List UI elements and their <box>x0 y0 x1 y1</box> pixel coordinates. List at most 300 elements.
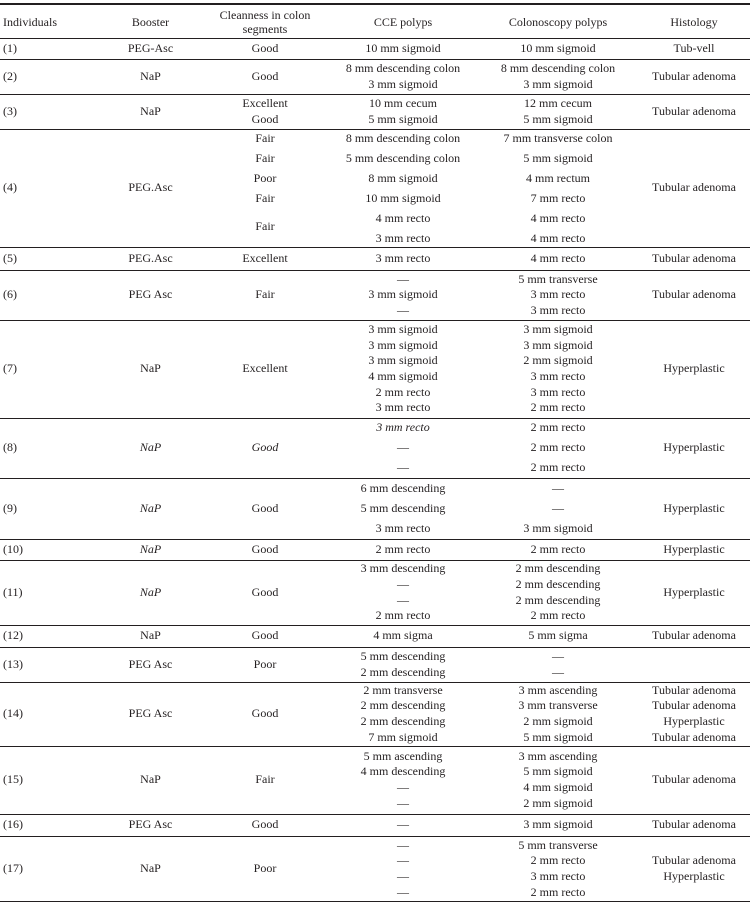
header-cleanness <box>205 4 325 40</box>
header-colonoscopy <box>478 4 638 40</box>
cell-histology <box>640 560 748 625</box>
cce-line: — <box>397 817 409 833</box>
header-colonoscopy-text: Colonoscopy polyps <box>509 15 607 29</box>
booster-text: NaP <box>140 772 161 788</box>
booster-text: NaP <box>140 542 161 558</box>
histology-line: Hyperplastic <box>663 542 724 558</box>
cell-cce <box>328 478 478 539</box>
row-divider <box>0 560 750 561</box>
booster-text: PEG Asc <box>129 706 173 722</box>
cell-id <box>3 836 63 902</box>
colonoscopy-line: 3 mm transverse <box>518 698 597 714</box>
id-text: (7) <box>3 361 17 377</box>
colonoscopy-line: 10 mm sigmoid <box>520 41 595 57</box>
cce-line: 8 mm descending colon <box>346 61 460 77</box>
id-text: (14) <box>3 706 23 722</box>
cell-cce <box>328 129 478 247</box>
colonoscopy-line: 3 mm ascending <box>519 749 598 765</box>
colonoscopy-line: — <box>552 665 564 681</box>
cleanness-line: Excellent <box>242 361 287 377</box>
cell-cleanness <box>205 682 325 746</box>
row-divider <box>0 682 750 683</box>
cell-cleanness <box>205 647 325 682</box>
cell-colonoscopy <box>478 836 638 902</box>
row-divider <box>0 836 750 837</box>
cleanness-line: Excellent <box>242 251 287 267</box>
cell-cleanness <box>205 625 325 647</box>
colonoscopy-line: 2 mm sigmoid <box>523 353 592 369</box>
cleanness-line: Good <box>252 706 279 722</box>
colonoscopy-line: 5 mm sigmoid <box>478 151 638 167</box>
cce-line: 3 mm recto <box>376 251 431 267</box>
colonoscopy-line: 4 mm recto <box>478 211 638 227</box>
cell-colonoscopy <box>478 682 638 746</box>
id-text: (12) <box>3 628 23 644</box>
histology-line: Tubular adenoma <box>652 730 736 746</box>
cell-cleanness <box>205 836 325 902</box>
cell-booster <box>88 682 213 746</box>
cell-cce <box>328 836 478 902</box>
header-histology <box>640 4 748 40</box>
colonoscopy-line: 3 mm ascending <box>519 683 598 699</box>
cleanness-line: Good <box>252 628 279 644</box>
cce-line: — <box>397 853 409 869</box>
histology-line: Hyperplastic <box>663 361 724 377</box>
colonoscopy-line: 3 mm recto <box>531 385 586 401</box>
cell-colonoscopy <box>478 478 638 539</box>
id-text: (13) <box>3 657 23 673</box>
header-cleanness-line1: Cleanness in colon <box>220 8 311 22</box>
cell-cce <box>328 270 478 320</box>
histology-line: Tubular adenoma <box>652 104 736 120</box>
cce-line: — <box>397 838 409 854</box>
cell-histology <box>640 814 748 836</box>
cce-line: 3 mm recto <box>328 420 478 436</box>
table-row <box>0 270 750 320</box>
cell-histology <box>640 647 748 682</box>
table-row <box>0 625 750 647</box>
booster-text: PEG.Asc <box>128 251 172 267</box>
colonoscopy-line: 3 mm recto <box>531 869 586 885</box>
cce-line: 2 mm transverse <box>363 683 442 699</box>
booster-text: NaP <box>140 861 161 877</box>
cce-line: 2 mm descending <box>361 665 446 681</box>
colonoscopy-line: 2 mm sigmoid <box>523 714 592 730</box>
cell-booster <box>88 478 213 539</box>
cell-id <box>3 418 63 478</box>
cell-id <box>3 478 63 539</box>
cce-line: 8 mm sigmoid <box>328 171 478 187</box>
cell-id <box>3 247 63 270</box>
colonoscopy-line: 8 mm descending colon <box>501 61 615 77</box>
colonoscopy-line: 2 mm recto <box>478 460 638 476</box>
colonoscopy-line: 2 mm descending <box>516 577 601 593</box>
cce-line: 5 mm ascending <box>364 749 443 765</box>
histology-line: Tubular adenoma <box>652 772 736 788</box>
table-row <box>0 59 750 94</box>
cell-cleanness <box>205 814 325 836</box>
cce-line: 5 mm descending <box>361 649 446 665</box>
booster-text: PEG Asc <box>129 817 173 833</box>
colonoscopy-line: 5 mm transverse <box>518 272 597 288</box>
cell-colonoscopy <box>478 247 638 270</box>
colonoscopy-line: 2 mm recto <box>531 885 586 901</box>
cce-line: 6 mm descending <box>328 481 478 497</box>
row-divider <box>0 94 750 95</box>
cell-cleanness <box>205 270 325 320</box>
cell-booster <box>88 836 213 902</box>
cleanness-line: Fair <box>255 772 274 788</box>
header-booster <box>88 4 213 40</box>
cell-booster <box>88 59 213 94</box>
row-divider <box>0 539 750 540</box>
cell-colonoscopy <box>478 129 638 247</box>
cell-cleanness <box>205 320 325 418</box>
cell-booster <box>88 539 213 560</box>
histology-line: Tubular adenoma <box>652 683 736 699</box>
cell-booster <box>88 560 213 625</box>
histology-line: Hyperplastic <box>663 440 724 456</box>
cell-booster <box>88 625 213 647</box>
cell-id <box>3 746 63 814</box>
cce-line: 7 mm sigmoid <box>368 730 437 746</box>
table-row <box>0 94 750 129</box>
cell-id <box>3 59 63 94</box>
cell-histology <box>640 836 748 902</box>
cell-cleanness <box>205 129 325 247</box>
cleanness-line: Fair <box>205 219 325 235</box>
cell-histology <box>640 682 748 746</box>
cell-histology <box>640 94 748 129</box>
colonoscopy-line: 2 mm recto <box>531 542 586 558</box>
booster-text: NaP <box>140 628 161 644</box>
cell-booster <box>88 270 213 320</box>
cce-line: 5 mm descending colon <box>328 151 478 167</box>
cce-line: 10 mm sigmoid <box>328 191 478 207</box>
row-divider <box>0 247 750 248</box>
cell-booster <box>88 247 213 270</box>
colonoscopy-line: 3 mm recto <box>531 369 586 385</box>
cleanness-line: Good <box>252 542 279 558</box>
header-individuals <box>3 4 83 40</box>
booster-text: NaP <box>140 440 161 456</box>
cce-line: 3 mm sigmoid <box>368 353 437 369</box>
colonoscopy-line: 3 mm sigmoid <box>523 77 592 93</box>
booster-text: PEG-Asc <box>128 41 173 57</box>
cleanness-line: Good <box>252 41 279 57</box>
colonoscopy-line: 12 mm cecum <box>524 96 592 112</box>
colonoscopy-line: 4 mm recto <box>531 251 586 267</box>
id-text: (11) <box>3 585 23 601</box>
cell-cleanness <box>205 59 325 94</box>
colonoscopy-line: 5 mm transverse <box>518 838 597 854</box>
cell-histology <box>640 478 748 539</box>
id-text: (9) <box>3 501 17 517</box>
header-cleanness-line2: segments <box>243 22 288 36</box>
cell-booster <box>88 814 213 836</box>
cce-line: 4 mm recto <box>328 211 478 227</box>
histology-line: Hyperplastic <box>663 585 724 601</box>
id-text: (2) <box>3 69 17 85</box>
cleanness-line: Good <box>252 440 279 456</box>
cce-line: — <box>397 885 409 901</box>
table-row <box>0 129 750 247</box>
cell-id <box>3 647 63 682</box>
colonoscopy-line: 2 mm recto <box>531 853 586 869</box>
colonoscopy-line: 2 mm recto <box>478 420 638 436</box>
cleanness-line: Good <box>252 817 279 833</box>
cce-line: 3 mm sigmoid <box>368 338 437 354</box>
colonoscopy-line: 3 mm recto <box>531 303 586 319</box>
colonoscopy-line: 5 mm sigmoid <box>523 764 592 780</box>
cell-colonoscopy <box>478 418 638 478</box>
cell-id <box>3 270 63 320</box>
cleanness-line: Good <box>252 501 279 517</box>
cce-line: 2 mm recto <box>376 608 431 624</box>
cell-booster <box>88 38 213 59</box>
cce-line: 2 mm descending <box>361 698 446 714</box>
histology-line: Tubular adenoma <box>652 287 736 303</box>
header-cce <box>328 4 478 40</box>
cell-booster <box>88 320 213 418</box>
cell-histology <box>640 270 748 320</box>
row-divider <box>0 270 750 271</box>
cce-line: — <box>397 593 409 609</box>
table-row <box>0 418 750 478</box>
cleanness-line: Good <box>252 585 279 601</box>
cell-cleanness <box>205 560 325 625</box>
cce-line: — <box>397 303 409 319</box>
row-divider <box>0 59 750 60</box>
cce-line: 3 mm recto <box>376 400 431 416</box>
cce-line: 3 mm sigmoid <box>368 322 437 338</box>
row-divider <box>0 746 750 747</box>
colonoscopy-line: 4 mm rectum <box>478 171 638 187</box>
id-text: (8) <box>3 440 17 456</box>
cce-line: — <box>397 272 409 288</box>
table-row <box>0 560 750 625</box>
header-rule <box>0 38 750 39</box>
cce-line: 4 mm sigmoid <box>368 369 437 385</box>
cell-histology <box>640 625 748 647</box>
colonoscopy-line: 3 mm sigmoid <box>523 322 592 338</box>
id-text: (6) <box>3 287 17 303</box>
colonoscopy-line: 7 mm recto <box>478 191 638 207</box>
cleanness-line: Fair <box>205 151 325 167</box>
id-text: (4) <box>3 180 17 196</box>
row-divider <box>0 814 750 815</box>
row-divider <box>0 647 750 648</box>
colonoscopy-line: 4 mm recto <box>478 231 638 247</box>
cell-cleanness <box>205 478 325 539</box>
cell-id <box>3 38 63 59</box>
cce-line: 3 mm sigmoid <box>368 77 437 93</box>
cell-colonoscopy <box>478 94 638 129</box>
id-text: (15) <box>3 772 23 788</box>
histology-line: Tubular adenoma <box>652 180 736 196</box>
booster-text: PEG Asc <box>129 287 173 303</box>
colonoscopy-line: 3 mm sigmoid <box>523 817 592 833</box>
cell-cce <box>328 625 478 647</box>
histology-line: Hyperplastic <box>663 501 724 517</box>
cce-line: 5 mm sigmoid <box>368 112 437 128</box>
cce-line: 4 mm sigma <box>373 628 432 644</box>
table-row <box>0 38 750 59</box>
row-divider <box>0 478 750 479</box>
header-histology-text: Histology <box>670 15 717 29</box>
table-row <box>0 320 750 418</box>
colonoscopy-line: 2 mm sigmoid <box>523 796 592 812</box>
cce-line: 2 mm recto <box>376 542 431 558</box>
cell-colonoscopy <box>478 320 638 418</box>
cce-line: 3 mm recto <box>328 521 478 537</box>
histology-line: Tubular adenoma <box>652 251 736 267</box>
cell-histology <box>640 746 748 814</box>
cleanness-line: Fair <box>255 287 274 303</box>
table-header-row <box>0 4 750 40</box>
cce-line: 10 mm cecum <box>369 96 437 112</box>
colonoscopy-line: — <box>478 481 638 497</box>
cell-histology <box>640 418 748 478</box>
cell-cce <box>328 539 478 560</box>
id-text: (3) <box>3 104 17 120</box>
cell-histology <box>640 38 748 59</box>
cell-id <box>3 625 63 647</box>
booster-text: PEG Asc <box>129 657 173 673</box>
cell-booster <box>88 129 213 247</box>
colonoscopy-line: 3 mm sigmoid <box>478 521 638 537</box>
cell-colonoscopy <box>478 38 638 59</box>
cleanness-line: Poor <box>254 657 277 673</box>
colonoscopy-line: 2 mm descending <box>516 561 601 577</box>
table-row <box>0 836 750 902</box>
colonoscopy-line: 3 mm recto <box>531 287 586 303</box>
histology-line: Tubular adenoma <box>652 817 736 833</box>
cleanness-line: Excellent <box>242 96 287 112</box>
colonoscopy-line: 2 mm recto <box>531 400 586 416</box>
cce-line: 8 mm descending colon <box>328 131 478 147</box>
cce-line: 3 mm descending <box>361 561 446 577</box>
cell-cleanness <box>205 247 325 270</box>
header-booster-text: Booster <box>132 15 169 29</box>
cell-cce <box>328 814 478 836</box>
colonoscopy-line: 2 mm descending <box>516 593 601 609</box>
colonoscopy-line: 4 mm sigmoid <box>523 780 592 796</box>
colonoscopy-line: — <box>478 501 638 517</box>
cell-cleanness <box>205 418 325 478</box>
cce-line: — <box>397 780 409 796</box>
header-cce-text: CCE polyps <box>374 15 432 29</box>
cell-colonoscopy <box>478 59 638 94</box>
cell-cce <box>328 247 478 270</box>
cleanness-line: Good <box>252 69 279 85</box>
id-text: (5) <box>3 251 17 267</box>
cell-colonoscopy <box>478 539 638 560</box>
cleanness-line: Good <box>252 112 279 128</box>
cce-line: — <box>328 460 478 476</box>
cell-cce <box>328 418 478 478</box>
row-divider <box>0 320 750 321</box>
cell-colonoscopy <box>478 560 638 625</box>
cce-line: 10 mm sigmoid <box>365 41 440 57</box>
cell-cce <box>328 682 478 746</box>
cell-cce <box>328 38 478 59</box>
cce-line: — <box>397 796 409 812</box>
cell-cce <box>328 746 478 814</box>
table-row <box>0 647 750 682</box>
cell-booster <box>88 418 213 478</box>
cce-line: 3 mm recto <box>328 231 478 247</box>
id-text: (10) <box>3 542 23 558</box>
cell-cleanness <box>205 746 325 814</box>
cce-line: — <box>397 869 409 885</box>
cell-colonoscopy <box>478 625 638 647</box>
table-row <box>0 539 750 560</box>
histology-line: Hyperplastic <box>663 869 724 885</box>
cell-colonoscopy <box>478 647 638 682</box>
cell-cce <box>328 647 478 682</box>
cell-histology <box>640 247 748 270</box>
cell-id <box>3 320 63 418</box>
table-row <box>0 682 750 746</box>
booster-text: NaP <box>140 585 161 601</box>
cleanness-line: Fair <box>205 131 325 147</box>
histology-line: Tubular adenoma <box>652 628 736 644</box>
table-row <box>0 247 750 270</box>
histology-line: Tubular adenoma <box>652 853 736 869</box>
cell-cce <box>328 560 478 625</box>
histology-line: Tubular adenoma <box>652 69 736 85</box>
row-divider <box>0 129 750 130</box>
booster-text: NaP <box>140 104 161 120</box>
histology-line: Tubular adenoma <box>652 698 736 714</box>
cce-line: 3 mm sigmoid <box>368 287 437 303</box>
cell-histology <box>640 320 748 418</box>
colonoscopy-line: 5 mm sigmoid <box>523 112 592 128</box>
colonoscopy-line: 3 mm sigmoid <box>523 338 592 354</box>
id-text: (1) <box>3 41 17 57</box>
booster-text: PEG.Asc <box>128 180 172 196</box>
booster-text: NaP <box>140 69 161 85</box>
cce-line: — <box>328 440 478 456</box>
colonoscopy-line: — <box>552 649 564 665</box>
colonoscopy-line: 7 mm transverse colon <box>478 131 638 147</box>
histology-line: Hyperplastic <box>663 714 724 730</box>
cce-line: 2 mm descending <box>361 714 446 730</box>
cell-histology <box>640 539 748 560</box>
id-text: (16) <box>3 817 23 833</box>
cce-line: 4 mm descending <box>361 764 446 780</box>
cleanness-line: Fair <box>205 191 325 207</box>
cell-booster <box>88 746 213 814</box>
colonoscopy-line: 2 mm recto <box>478 440 638 456</box>
cell-cleanness <box>205 539 325 560</box>
row-divider <box>0 625 750 626</box>
cce-line: — <box>397 577 409 593</box>
cell-id <box>3 814 63 836</box>
booster-text: NaP <box>140 501 161 517</box>
booster-text: NaP <box>140 361 161 377</box>
cell-id <box>3 539 63 560</box>
colonoscopy-line: 2 mm recto <box>531 608 586 624</box>
cell-id <box>3 682 63 746</box>
cell-id <box>3 129 63 247</box>
cell-cce <box>328 94 478 129</box>
cell-colonoscopy <box>478 746 638 814</box>
row-divider <box>0 418 750 419</box>
cleanness-line: Poor <box>205 171 325 187</box>
cell-cleanness <box>205 38 325 59</box>
